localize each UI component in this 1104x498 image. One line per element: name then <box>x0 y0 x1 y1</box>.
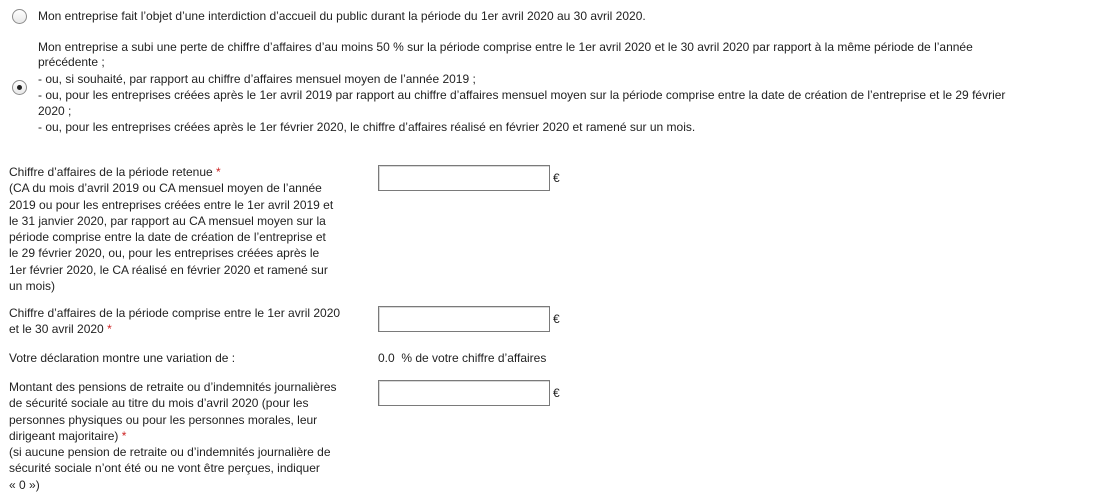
field2-title-line-1: Chiffre d’affaires de la période comprise entre le 1er avril 2020 <box>9 306 341 320</box>
variation-value: 0.0 <box>378 351 395 365</box>
option-interdiction-label: Mon entreprise fait l’objet d’une interdiction d’accueil du public durant la période du 1er avril 2020 au 30 avril 2020. <box>38 9 646 23</box>
field1-help-line: (CA du mois d’avril 2019 ou CA mensuel moyen de l’année <box>9 181 322 196</box>
pensions-input[interactable] <box>378 380 550 406</box>
option-perte-line-3: - ou, si souhaité, par rapport au chiffre d’affaires mensuel moyen de l’année 2019 ; <box>38 72 476 86</box>
option-perte-line-4: - ou, pour les entreprises créées après le 1er avril 2019 par rapport au chiffre d’affaires mensuel moyen sur la période comprise entre la date de création de l’entreprise et le 29 février <box>38 88 1006 102</box>
option-perte-line-5: 2020 ; <box>38 104 72 118</box>
option-perte-line-2: précédente ; <box>38 55 105 69</box>
required-marker: * <box>216 165 221 179</box>
radio-option-interdiction[interactable] <box>12 9 27 24</box>
field1-help-line: période comprise entre la date de création de l’entreprise et <box>9 230 326 245</box>
euro-unit: € <box>553 312 560 326</box>
variation-suffix: % de votre chiffre d’affaires <box>401 351 547 365</box>
field2-title-line-2: et le 30 avril 2020 <box>9 322 104 337</box>
field3-help-line: sécurité sociale n’ont été ou ne vont être perçues, indiquer <box>9 461 320 476</box>
euro-unit: € <box>553 171 560 185</box>
field1-help-line: un mois) <box>9 279 56 294</box>
field1-help-line: 1er février 2020, le CA réalisé en février 2020 et ramené sur <box>9 262 328 277</box>
variation-value-group <box>378 351 546 366</box>
required-marker: * <box>107 322 112 337</box>
field3-help-line: (si aucune pension de retraite ou d’indemnités journalière de <box>9 445 331 460</box>
field3-title-line: de sécurité sociale au titre du mois d’avril 2020 (pour les <box>9 396 309 411</box>
ca-avril-2020-input[interactable] <box>378 306 550 332</box>
field3-title-line: Montant des pensions de retraite ou d’indemnités journalières <box>9 380 337 394</box>
radio-option-perte-ca[interactable] <box>12 80 27 95</box>
option-perte-line-1: Mon entreprise a subi une perte de chiffre d’affaires d’au moins 50 % sur la période comprise entre le 1er avril 2020 et le 30 avril 2020 par rapport à la même période de l’année <box>38 40 973 54</box>
field3-help-line: « 0 ») <box>9 477 40 492</box>
variation-label: Votre déclaration montre une variation de : <box>9 351 236 365</box>
field3-title-last: dirigeant majoritaire) <box>9 428 119 443</box>
field-ca-periode-retenue-label <box>9 164 369 294</box>
euro-unit: € <box>553 386 560 400</box>
field-pensions-label <box>9 379 369 493</box>
ca-periode-retenue-input[interactable] <box>378 165 550 191</box>
field1-help-line: le 29 février 2020, ou, pour les entreprises créées après le <box>9 246 320 261</box>
field3-title-line: personnes physiques ou pour les personnes morales, leur <box>9 412 318 427</box>
field1-help-line: 2019 ou pour les entreprises créées entre le 1er avril 2019 et <box>9 197 334 212</box>
required-marker: * <box>121 428 127 443</box>
field-ca-avril-2020-label <box>9 305 369 338</box>
option-perte-line-6: - ou, pour les entreprises créées après le 1er février 2020, le chiffre d’affaires réalisé en février 2020 et ramené sur un mois. <box>38 120 696 134</box>
field1-title: Chiffre d’affaires de la période retenue <box>9 165 213 179</box>
field1-help-line: le 31 janvier 2020, par rapport au CA mensuel moyen sur la <box>9 213 326 228</box>
radio-selected-dot <box>17 85 22 90</box>
